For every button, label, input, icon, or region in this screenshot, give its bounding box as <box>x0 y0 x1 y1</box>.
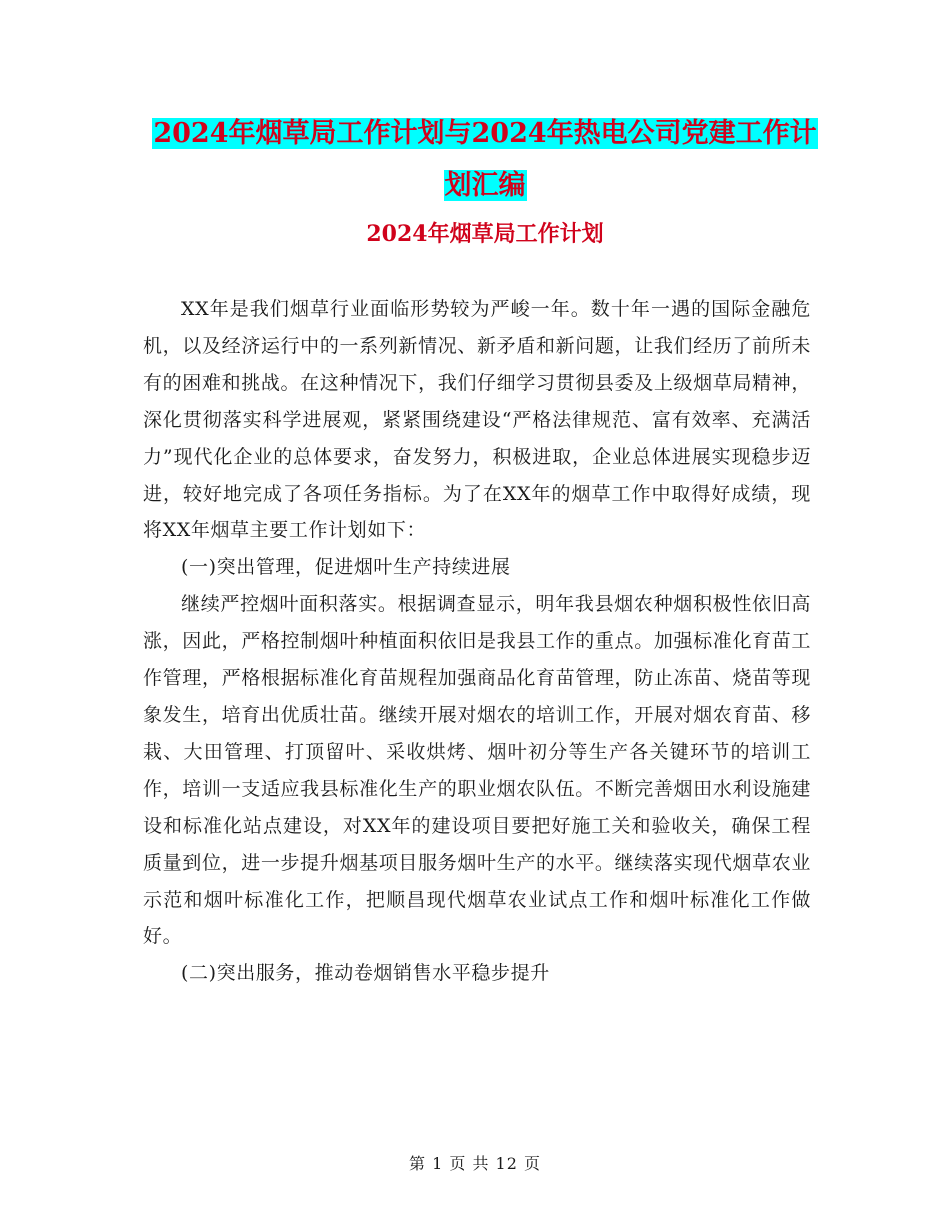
paragraph-production: 继续严控烟叶面积落实。根据调查显示，明年我县烟农种烟积极性依旧高涨，因此，严格控制烟叶种植面积依旧是我县工作的重点。加强标准化育苗工作管理，严格根据标准化育苗规程加强商品化育苗管理，防止冻苗、烧苗等现象发生，培育出优质壮苗。继续开展对烟农的培训工作，开展对烟农育苗、移栽、大田管理、打顶留叶、采收烘烤、烟叶初分等生产各关键环节的培训工作，培训一支适应我县标准化生产的职业烟农队伍。不断完善烟田水利设施建设和标准化站点建设，对XX年的建设项目要把好施工关和验收关，确保工程质量到位，进一步提升烟基项目服务烟叶生产的水平。继续落实现代烟草农业示范和烟叶标准化工作，把顺昌现代烟草农业试点工作和烟叶标准化工作做好。 <box>143 593 811 948</box>
page-footer: 第 1 页 共 12 页 <box>409 1154 541 1173</box>
document-title-line-1: 2024年烟草局工作计划与2024年热电公司党建工作计 <box>153 118 817 149</box>
paragraph-intro: XX年是我们烟草行业面临形势较为严峻一年。数十年一遇的国际金融危机，以及经济运行中的一系列新情况、新矛盾和新问题，让我们经历了前所未有的困难和挑战。在这种情况下，我们仔细学习贯彻县委及上级烟草局精神，深化贯彻落实科学进展观，紧紧围绕建设“严格法律规范、富有效率、充满活力”现代化企业的总体要求，奋发努力，积极进取，企业总体进展实现稳步迈进，较好地完成了各项任务指标。为了在XX年的烟草工作中取得好成绩，现将XX年烟草主要工作计划如下： <box>143 298 811 542</box>
paragraph-heading-2: (二)突出服务，推动卷烟销售水平稳步提升 <box>181 962 550 985</box>
section-title: 2024年烟草局工作计划 <box>366 221 604 247</box>
document-title-line-2: 划汇编 <box>444 170 526 201</box>
document-title <box>140 108 830 212</box>
paragraph-heading-1: (一)突出管理，促进烟叶生产持续进展 <box>181 556 511 579</box>
document-body <box>143 291 811 992</box>
